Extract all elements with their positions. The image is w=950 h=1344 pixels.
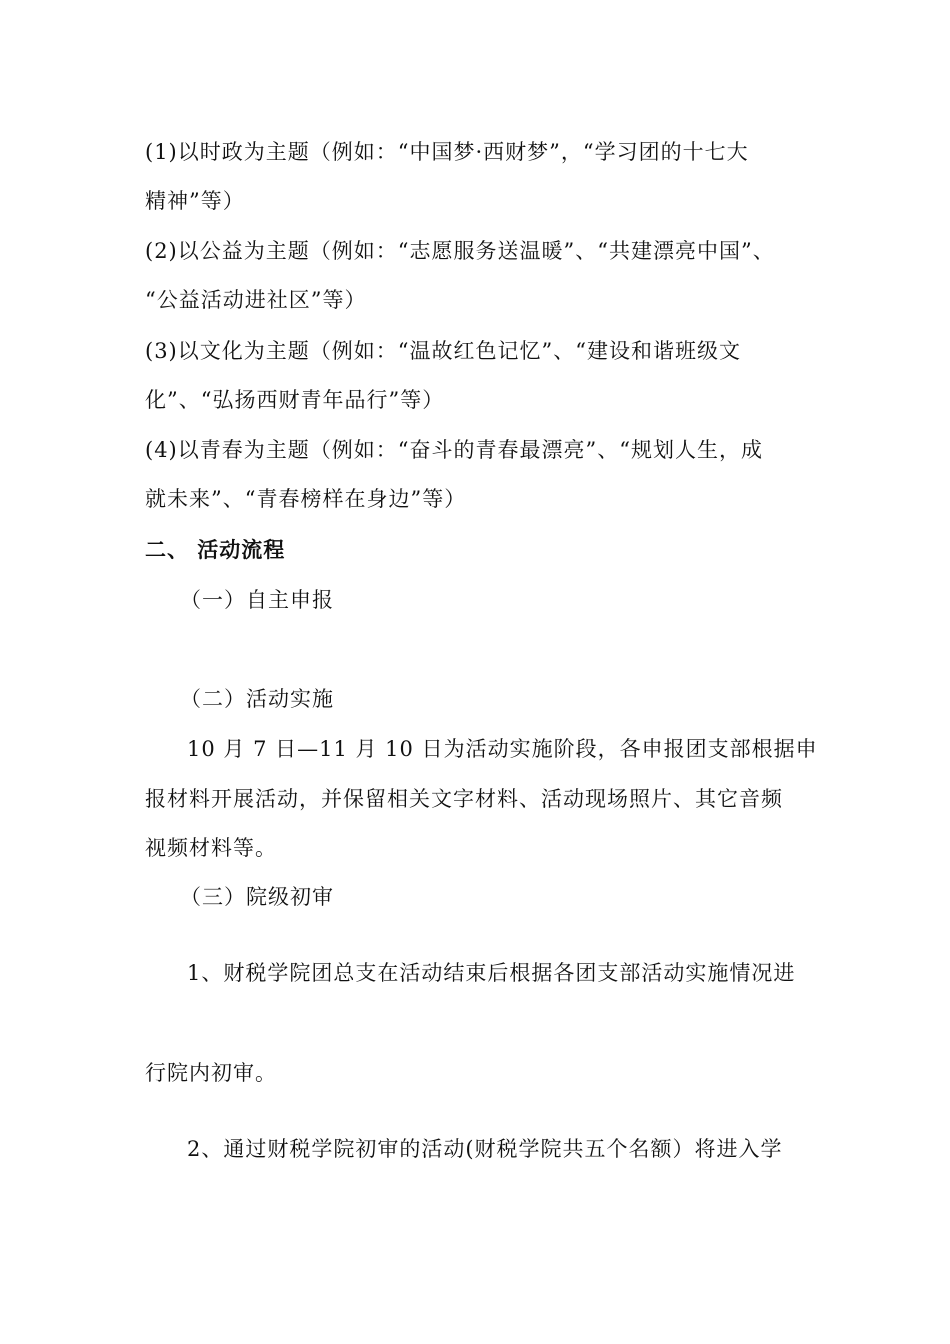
subheading-self-application: （一）自主申报	[180, 588, 334, 612]
subheading-college-preliminary-review: （三）院级初审	[180, 885, 334, 909]
theme-4-line-2: 就未来”、“青春榜样在身边”等）	[145, 487, 467, 511]
theme-2-line-2: “公益活动进社区”等）	[145, 288, 367, 312]
theme-1-line-2: 精神”等）	[145, 189, 245, 213]
theme-3-line-2: 化”、“弘扬西财青年品行”等）	[145, 388, 445, 412]
implementation-paragraph-line-1: 10 月 7 日—11 月 10 日为活动实施阶段，各申报团支部根据申	[187, 737, 818, 761]
theme-1-line-1: (1)以时政为主题（例如：“中国梦·西财梦”，“学习团的十七大	[145, 140, 749, 164]
review-item-1-line-2: 行院内初审。	[145, 1061, 277, 1085]
theme-4-line-1: (4)以青春为主题（例如：“奋斗的青春最漂亮”、“规划人生，成	[145, 438, 763, 462]
theme-2-line-1: (2)以公益为主题（例如：“志愿服务送温暖”、“共建漂亮中国”、	[145, 239, 775, 263]
review-item-2-line-1: 2、通过财税学院初审的活动(财税学院共五个名额）将进入学	[187, 1137, 783, 1161]
theme-3-line-1: (3)以文化为主题（例如：“温故红色记忆”、“建设和谐班级文	[145, 339, 741, 363]
subheading-activity-implementation: （二）活动实施	[180, 687, 334, 711]
implementation-paragraph-line-2: 报材料开展活动，并保留相关文字材料、活动现场照片、其它音频	[145, 787, 783, 811]
implementation-paragraph-line-3: 视频材料等。	[145, 836, 277, 860]
review-item-1-line-1: 1、财税学院团总支在活动结束后根据各团支部活动实施情况进	[187, 961, 796, 985]
section-heading-activity-process: 二、 活动流程	[145, 538, 286, 562]
